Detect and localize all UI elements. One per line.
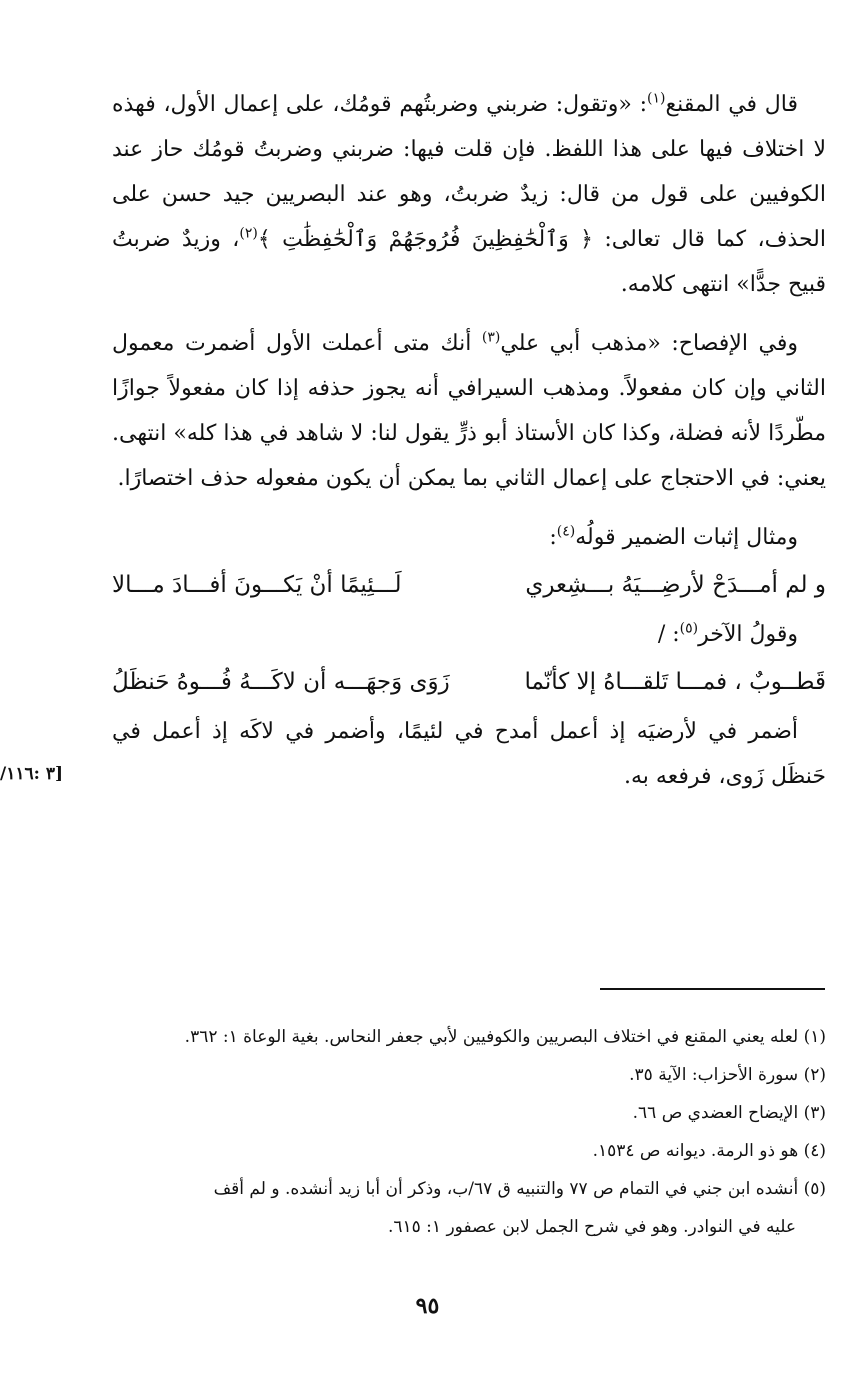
verse-1-first-hemistich: و لم أمـــدَحْ لأرضِـــيَهُ بـــشِعري xyxy=(525,572,826,598)
text-run: ، وزيدٌ ضربتُ قبيح جدًّا» انتهى كلامه. xyxy=(112,227,826,297)
verse-line-1 xyxy=(112,562,826,608)
main-text xyxy=(112,82,826,813)
footnotes xyxy=(112,1020,826,1248)
verse-intro-1 xyxy=(112,515,826,560)
footnote-2: (٢) سورة الأحزاب: الآية ٣٥. xyxy=(629,1065,826,1085)
footnote-ref-4[interactable]: (٤) xyxy=(556,523,576,540)
paragraph-ifsah xyxy=(112,321,826,501)
footnote-4: (٤) هو ذو الرمة. ديوانه ص ١٥٣٤. xyxy=(592,1141,826,1161)
text-run: : «وتقول: ضربني وضربتُهم قومُك، على إعمال الأول، فهذه لا اختلاف فيها على هذا اللفظ. فإن قلت فيها: ضربني وضربتُ قومُك حاز عند الكوفيين على قول من قال: زيدٌ ضربتُ، وهو عند البصريين جيد حسن على الحذف، كما قال تعالى: ﴿ وَٱلْحَٰفِظِينَ فُرُوجَهُمْ وَٱلْحَٰفِظَٰتِ ﴾ xyxy=(112,92,826,252)
text-run: وقولُ الآخر xyxy=(698,622,798,647)
footnote-3: (٣) الإيضاح العضدي ص ٦٦. xyxy=(632,1103,826,1123)
footnote-5-continued: عليه في النوادر. وهو في شرح الجمل لابن عصفور ١: ٦١٥. xyxy=(387,1217,796,1237)
verse-intro-2 xyxy=(112,612,826,657)
margin-page-reference: [٣ :١١٦/ xyxy=(0,764,64,784)
page-number: ٩٥ xyxy=(415,1293,440,1319)
footnote-ref-5[interactable]: (٥) xyxy=(679,620,699,637)
footnote-ref-3[interactable]: (٣) xyxy=(481,329,501,346)
verse-line-2 xyxy=(112,659,826,705)
paragraph-closing: أضمر في لأرضيَه إذ أعمل أمدح في لئيمًا، وأضمر في لاكَه إذ أعمل في حَنظَل زَوى، فرفعه به. xyxy=(112,719,826,789)
text-run: قال في المقنع xyxy=(665,92,798,117)
text-run: : / xyxy=(657,622,680,647)
text-run: أنك متى أعملت الأول أضمرت معمول الثاني وإن كان مفعولاً. ومذهب السيرافي أنه يجوز حذفه إذا كان مفعولاً جوازًا مطّردًا لأنه فضلة، وكذا كان الأستاذ أبو ذرٍّ يقول لنا: لا شاهد في هذا كله» انتهى. يعني: في الاحتجاج على إعمال الثاني بما يمكن أن يكون مفعوله حذف اختصارًا. xyxy=(112,331,826,491)
verse-2-first-hemistich: قَطــوبٌ ، فمـــا تَلقـــاهُ إلا كأنّما xyxy=(524,669,826,695)
verse-1-second-hemistich: لَـــئِيمًا أنْ يَكـــونَ أفـــادَ مـــالا xyxy=(112,572,402,598)
footnote-ref-2[interactable]: (٢) xyxy=(239,225,258,242)
footnote-1: (١) لعله يعني المقنع في اختلاف البصريين والكوفيين لأبي جعفر النحاس. بغية الوعاة ١: ٣٦٢. xyxy=(184,1027,826,1047)
verse-2-second-hemistich: زَوَى وَجهَـــه أن لاكَـــهُ فُـــوهُ حَنظَلُ xyxy=(112,669,450,695)
text-run: وفي الإفصاح: «مذهب أبي علي xyxy=(500,331,798,356)
paragraph-muqni xyxy=(112,82,826,307)
footnote-5: (٥) أنشده ابن جني في التمام ص ٧٧ والتنبيه ق ٦٧/ب، وذكر أن أبا زيد أنشده. و لم أقف xyxy=(213,1179,826,1199)
footnote-ref-1[interactable]: (١) xyxy=(647,90,666,107)
text-run: : xyxy=(549,525,557,550)
text-run: ومثال إثبات الضمير قولُه xyxy=(575,525,798,550)
footnote-divider xyxy=(600,988,825,990)
